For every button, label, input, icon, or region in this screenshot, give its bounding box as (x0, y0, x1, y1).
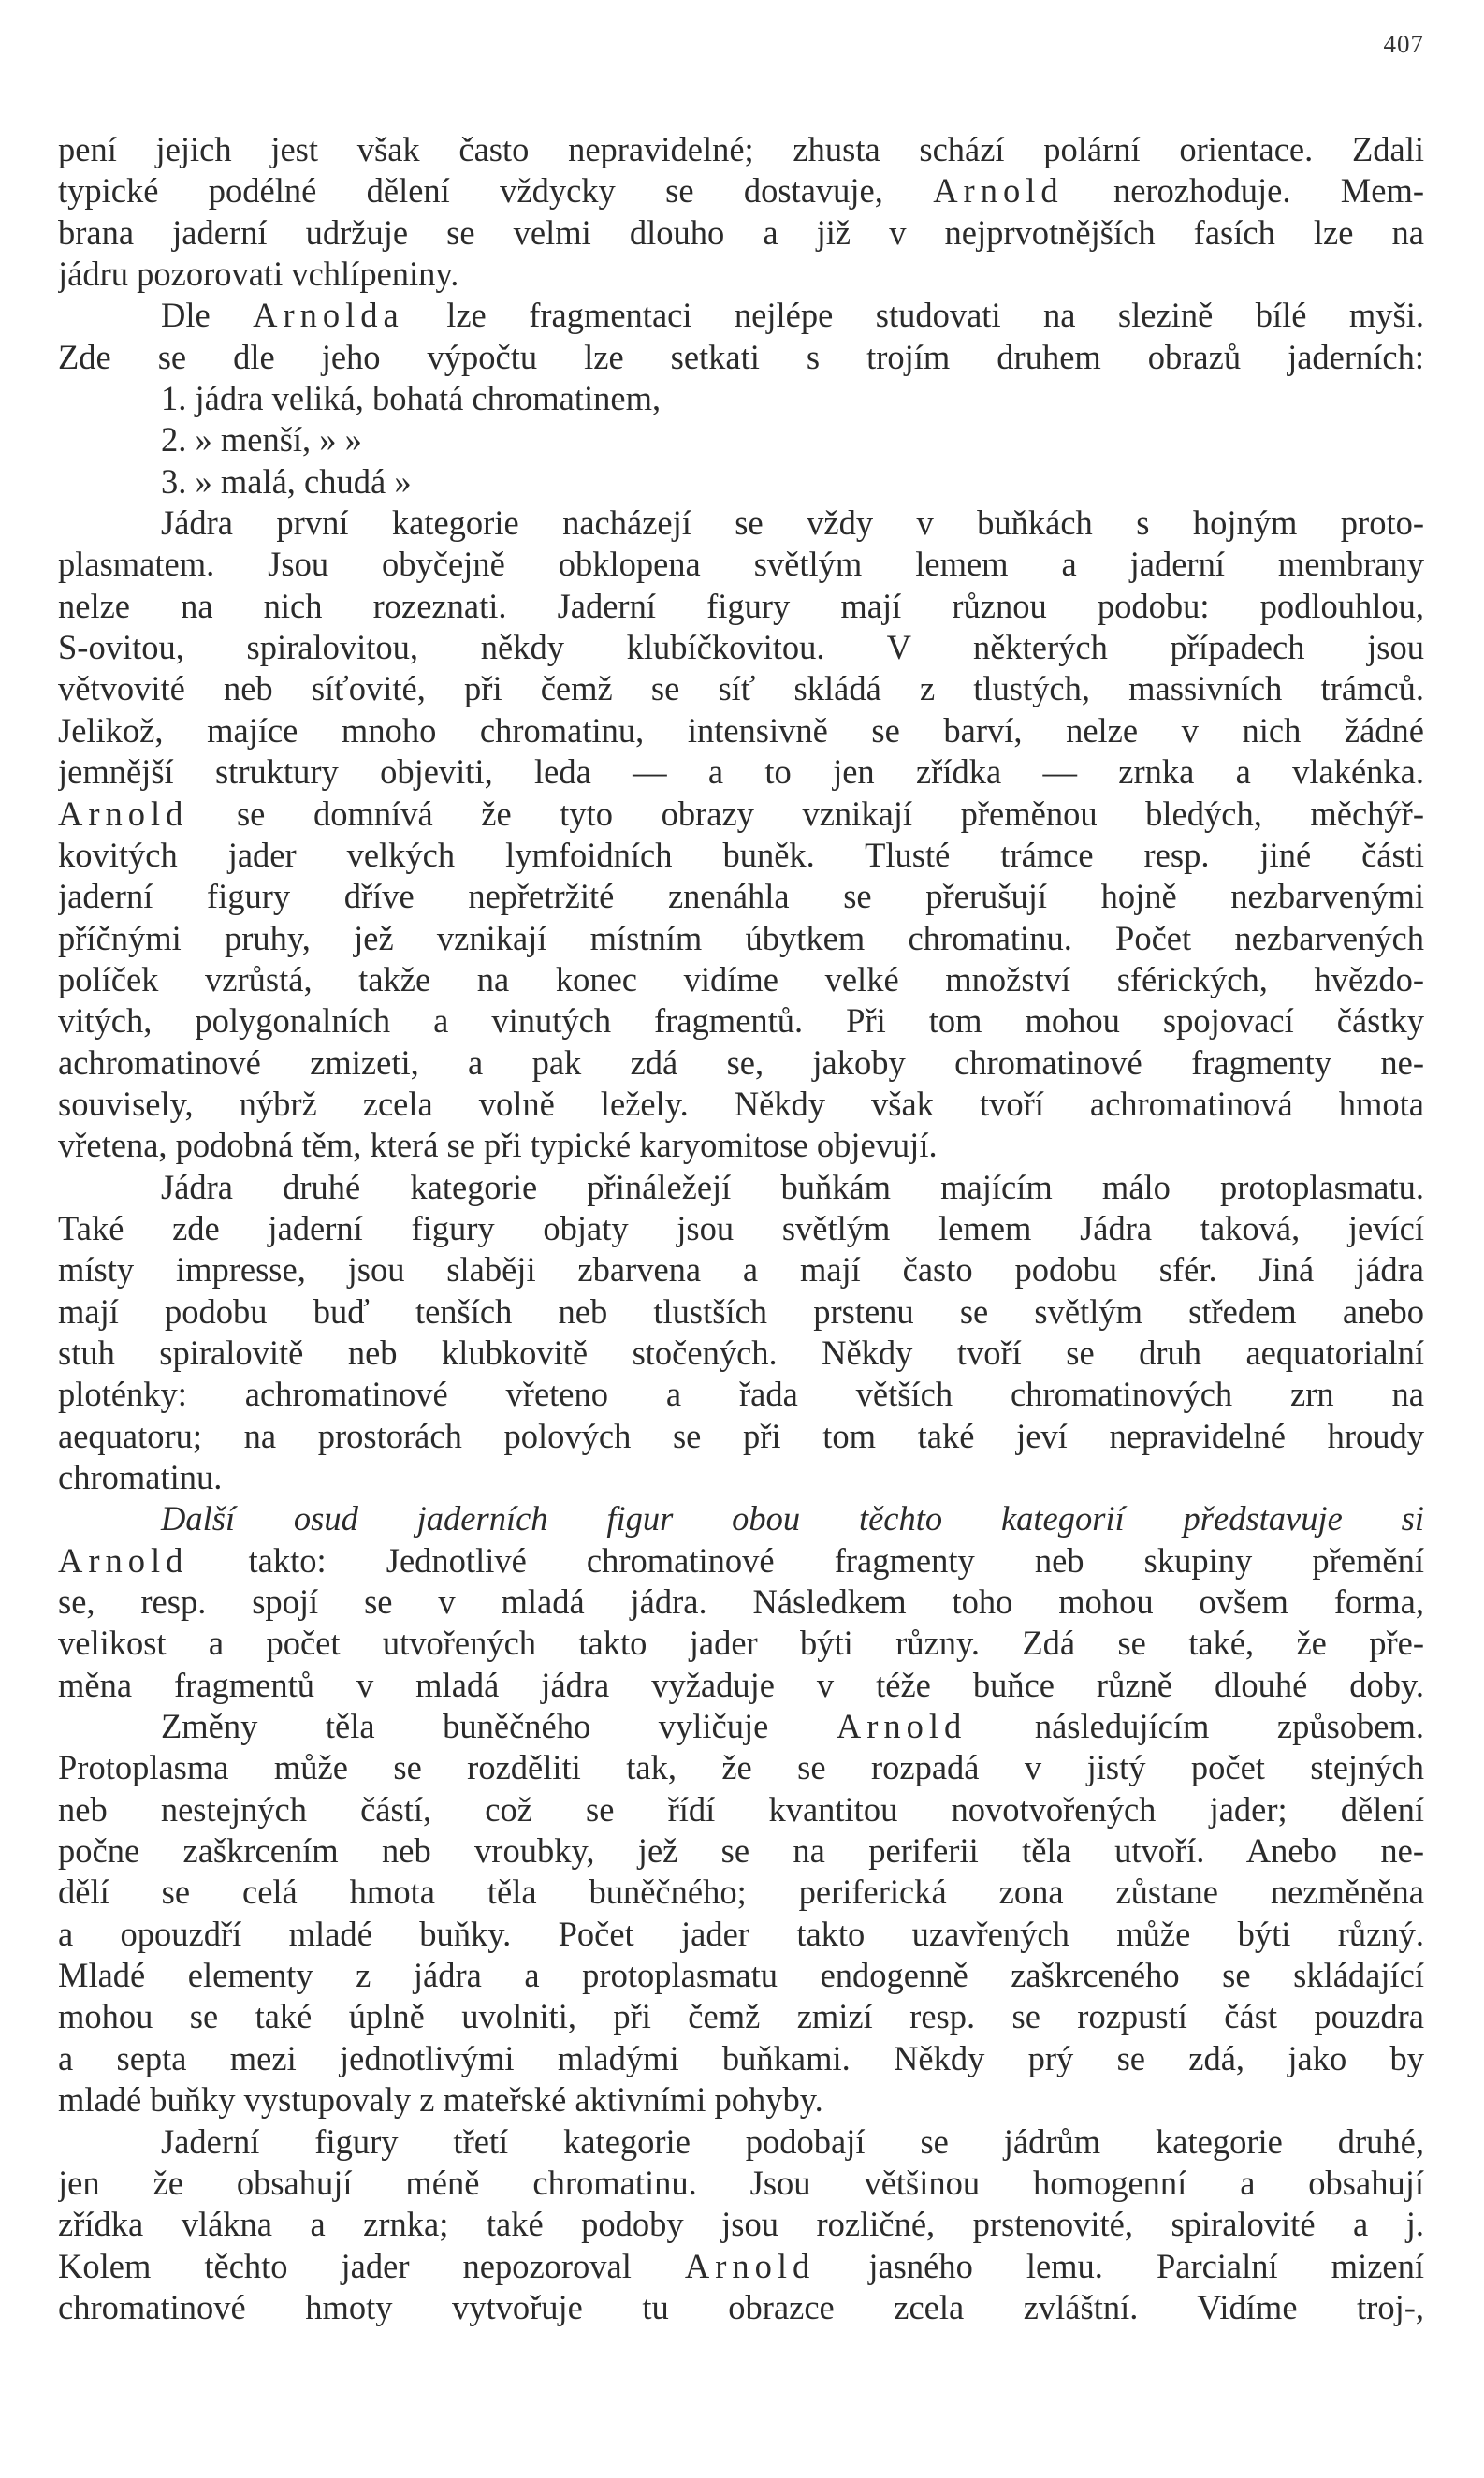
text-line: velikost a počet utvořených takto jader býti různy. Zdá se také, že pře- (58, 1624, 1424, 1663)
text-line: 1. jádra veliká, bohatá chromatinem, (161, 379, 662, 418)
text-line: jádru pozorovati vchlípeniny. (58, 255, 459, 294)
text-line: Další osud jaderních figur obou těchto kategorií představuje si (161, 1499, 1424, 1538)
text-line: počne zaškrcením neb vroubky, jež se na periferii těla utvoří. Anebo ne- (58, 1831, 1424, 1871)
text-line: jemnější struktury objeviti, leda — a to jen zřídka — zrnka a vlakénka. (58, 752, 1424, 792)
text-line: Arnold takto: Jednotlivé chromatinové fragmenty neb skupiny přemění (58, 1540, 1424, 1580)
text-line: Jaderní figury třetí kategorie podobají se jádrům kategorie druhé, (161, 2121, 1424, 2161)
body-text (58, 129, 1424, 2328)
text-line: jaderní figury dříve nepřetržité znenáhla se přerušují hojně nezbarvenými (58, 877, 1424, 916)
author-name: Arnold (58, 794, 189, 833)
text-line: kovitých jader velkých lymfoidních buněk. Tlusté trámce resp. jiné části (58, 835, 1424, 874)
text-line: políček vzrůstá, takže na konec vidíme velké množství sférických, hvězdo- (58, 959, 1424, 998)
text-line: Protoplasma může se rozděliti tak, že se rozpadá v jistý počet stejných (58, 1748, 1424, 1787)
text-line: Mladé elementy z jádra a protoplasmatu endogenně zaškrceného se skládající (58, 1956, 1424, 1995)
text-line: souvisely, nýbrž zcela volně ležely. Někdy však tvoří achromatinová hmota (58, 1084, 1424, 1123)
text-line: ploténky: achromatinové vřeteno a řada větších chromatinových zrn na (58, 1375, 1424, 1414)
text-line: dělí se celá hmota těla buněčného; periferická zona zůstane nezměněna (58, 1873, 1424, 1912)
text-line: příčnými pruhy, jež vznikají místním úbytkem chromatinu. Počet nezbarvených (58, 918, 1424, 957)
text-line: brana jaderní udržuje se velmi dlouho a již v nejprvotnějších fasích lze na (58, 212, 1424, 252)
text-line: Kolem těchto jader nepozoroval Arnold jasného lemu. Parcialní mizení (58, 2246, 1424, 2285)
text-line: achromatinové zmizeti, a pak zdá se, jakoby chromatinové fragmenty ne- (58, 1042, 1424, 1082)
text-line: Arnold se domnívá že tyto obrazy vznikají přeměnou bledých, měchýř- (58, 794, 1424, 833)
text-line: měna fragmentů v mladá jádra vyžaduje v téže buňce různě dlouhé doby. (58, 1665, 1424, 1704)
text-line: neb nestejných částí, což se řídí kvantitou novotvořených jader; dělení (58, 1789, 1424, 1829)
text-line: Také zde jaderní figury objaty jsou světlým lemem Jádra taková, jevící (58, 1208, 1424, 1247)
text-line: chromatinu. (58, 1458, 223, 1496)
text-line: aequatoru; na prostorách polových se při tom také jeví nepravidelné hroudy (58, 1416, 1424, 1455)
text-line: mladé buňky vystupovaly z mateřské aktivními pohyby. (58, 2080, 823, 2120)
text-line: vitých, polygonalních a vinutých fragmentů. Při tom mohou spojovací částky (58, 1001, 1424, 1041)
text-line: Jádra první kategorie nacházejí se vždy v buňkách s hojným proto- (161, 503, 1424, 543)
text-line: Dle Arnolda lze fragmentaci nejlépe studovati na slezině bílé myši. (161, 296, 1424, 335)
text-line: mohou se také úplně uvolniti, při čemž zmizí resp. se rozpustí část pouzdra (58, 1997, 1424, 2036)
text-line: a septa mezi jednotlivými mladými buňkami. Někdy prý se zdá, jako by (58, 2038, 1424, 2077)
author-name: Arnolda (253, 296, 404, 335)
text-line: mají podobu buď tenších neb tlustších prstenu se světlým středem anebo (58, 1291, 1424, 1331)
author-name: Arnold (836, 1707, 968, 1746)
text-line: jen že obsahují méně chromatinu. Jsou většinou homogenní a obsahují (58, 2163, 1424, 2202)
text-line: se, resp. spojí se v mladá jádra. Následkem toho mohou ovšem forma, (58, 1582, 1424, 1622)
text-line: Zde se dle jeho výpočtu lze setkati s trojím druhem obrazů jaderních: (58, 337, 1424, 376)
author-name: Arnold (58, 1540, 189, 1580)
text-line: místy impresse, jsou slaběji zbarvena a mají často podobu sfér. Jiná jádra (58, 1250, 1424, 1290)
text-line: Změny těla buněčného vyličuje Arnold následujícím způsobem. (161, 1707, 1424, 1746)
page-number: 407 (1383, 30, 1424, 58)
text-line: 2. » menší, » » (161, 420, 362, 459)
author-name: Arnold (684, 2246, 816, 2285)
text-line: plasmatem. Jsou obyčejně obklopena světlým lemem a jaderní membrany (58, 545, 1424, 584)
text-line: Jádra druhé kategorie přináležejí buňkám majícím málo protoplasmatu. (161, 1167, 1424, 1206)
text-line: vřetena, podobná těm, která se při typické karyomitose objevují. (58, 1126, 938, 1165)
text-line: S-ovitou, spiralovitou, někdy klubíčkovitou. V některých případech jsou (58, 628, 1424, 667)
text-line: typické podélné dělení vždycky se dostavuje, Arnold nerozhoduje. Mem- (58, 171, 1424, 211)
author-name: Arnold (933, 171, 1064, 211)
text-line: Jelikož, majíce mnoho chromatinu, intensivně se barví, nelze v nich žádné (58, 710, 1424, 750)
text-line: pení jejich jest však často nepravidelné; zhusta schází polární orientace. Zdali (58, 130, 1424, 168)
text-line: chromatinové hmoty vytvořuje tu obrazce zcela zvláštní. Vidíme troj-, (58, 2287, 1424, 2326)
text-line: 3. » malá, chudá » (161, 461, 412, 501)
text-line: a opouzdří mladé buňky. Počet jader takto uzavřených může býti různý. (58, 1914, 1424, 1953)
text-line: větvovité neb síťovité, při čemž se síť skládá z tlustých, massivních trámců. (58, 669, 1424, 708)
text-line: zřídka vlákna a zrnka; také podoby jsou rozličné, prstenovité, spiralovité a j. (58, 2205, 1424, 2244)
text-line: nelze na nich rozeznati. Jaderní figury mají různou podobu: podlouhlou, (58, 586, 1424, 625)
text-line: stuh spiralovitě neb klubkovitě stočených. Někdy tvoří se druh aequatorialní (58, 1333, 1424, 1372)
